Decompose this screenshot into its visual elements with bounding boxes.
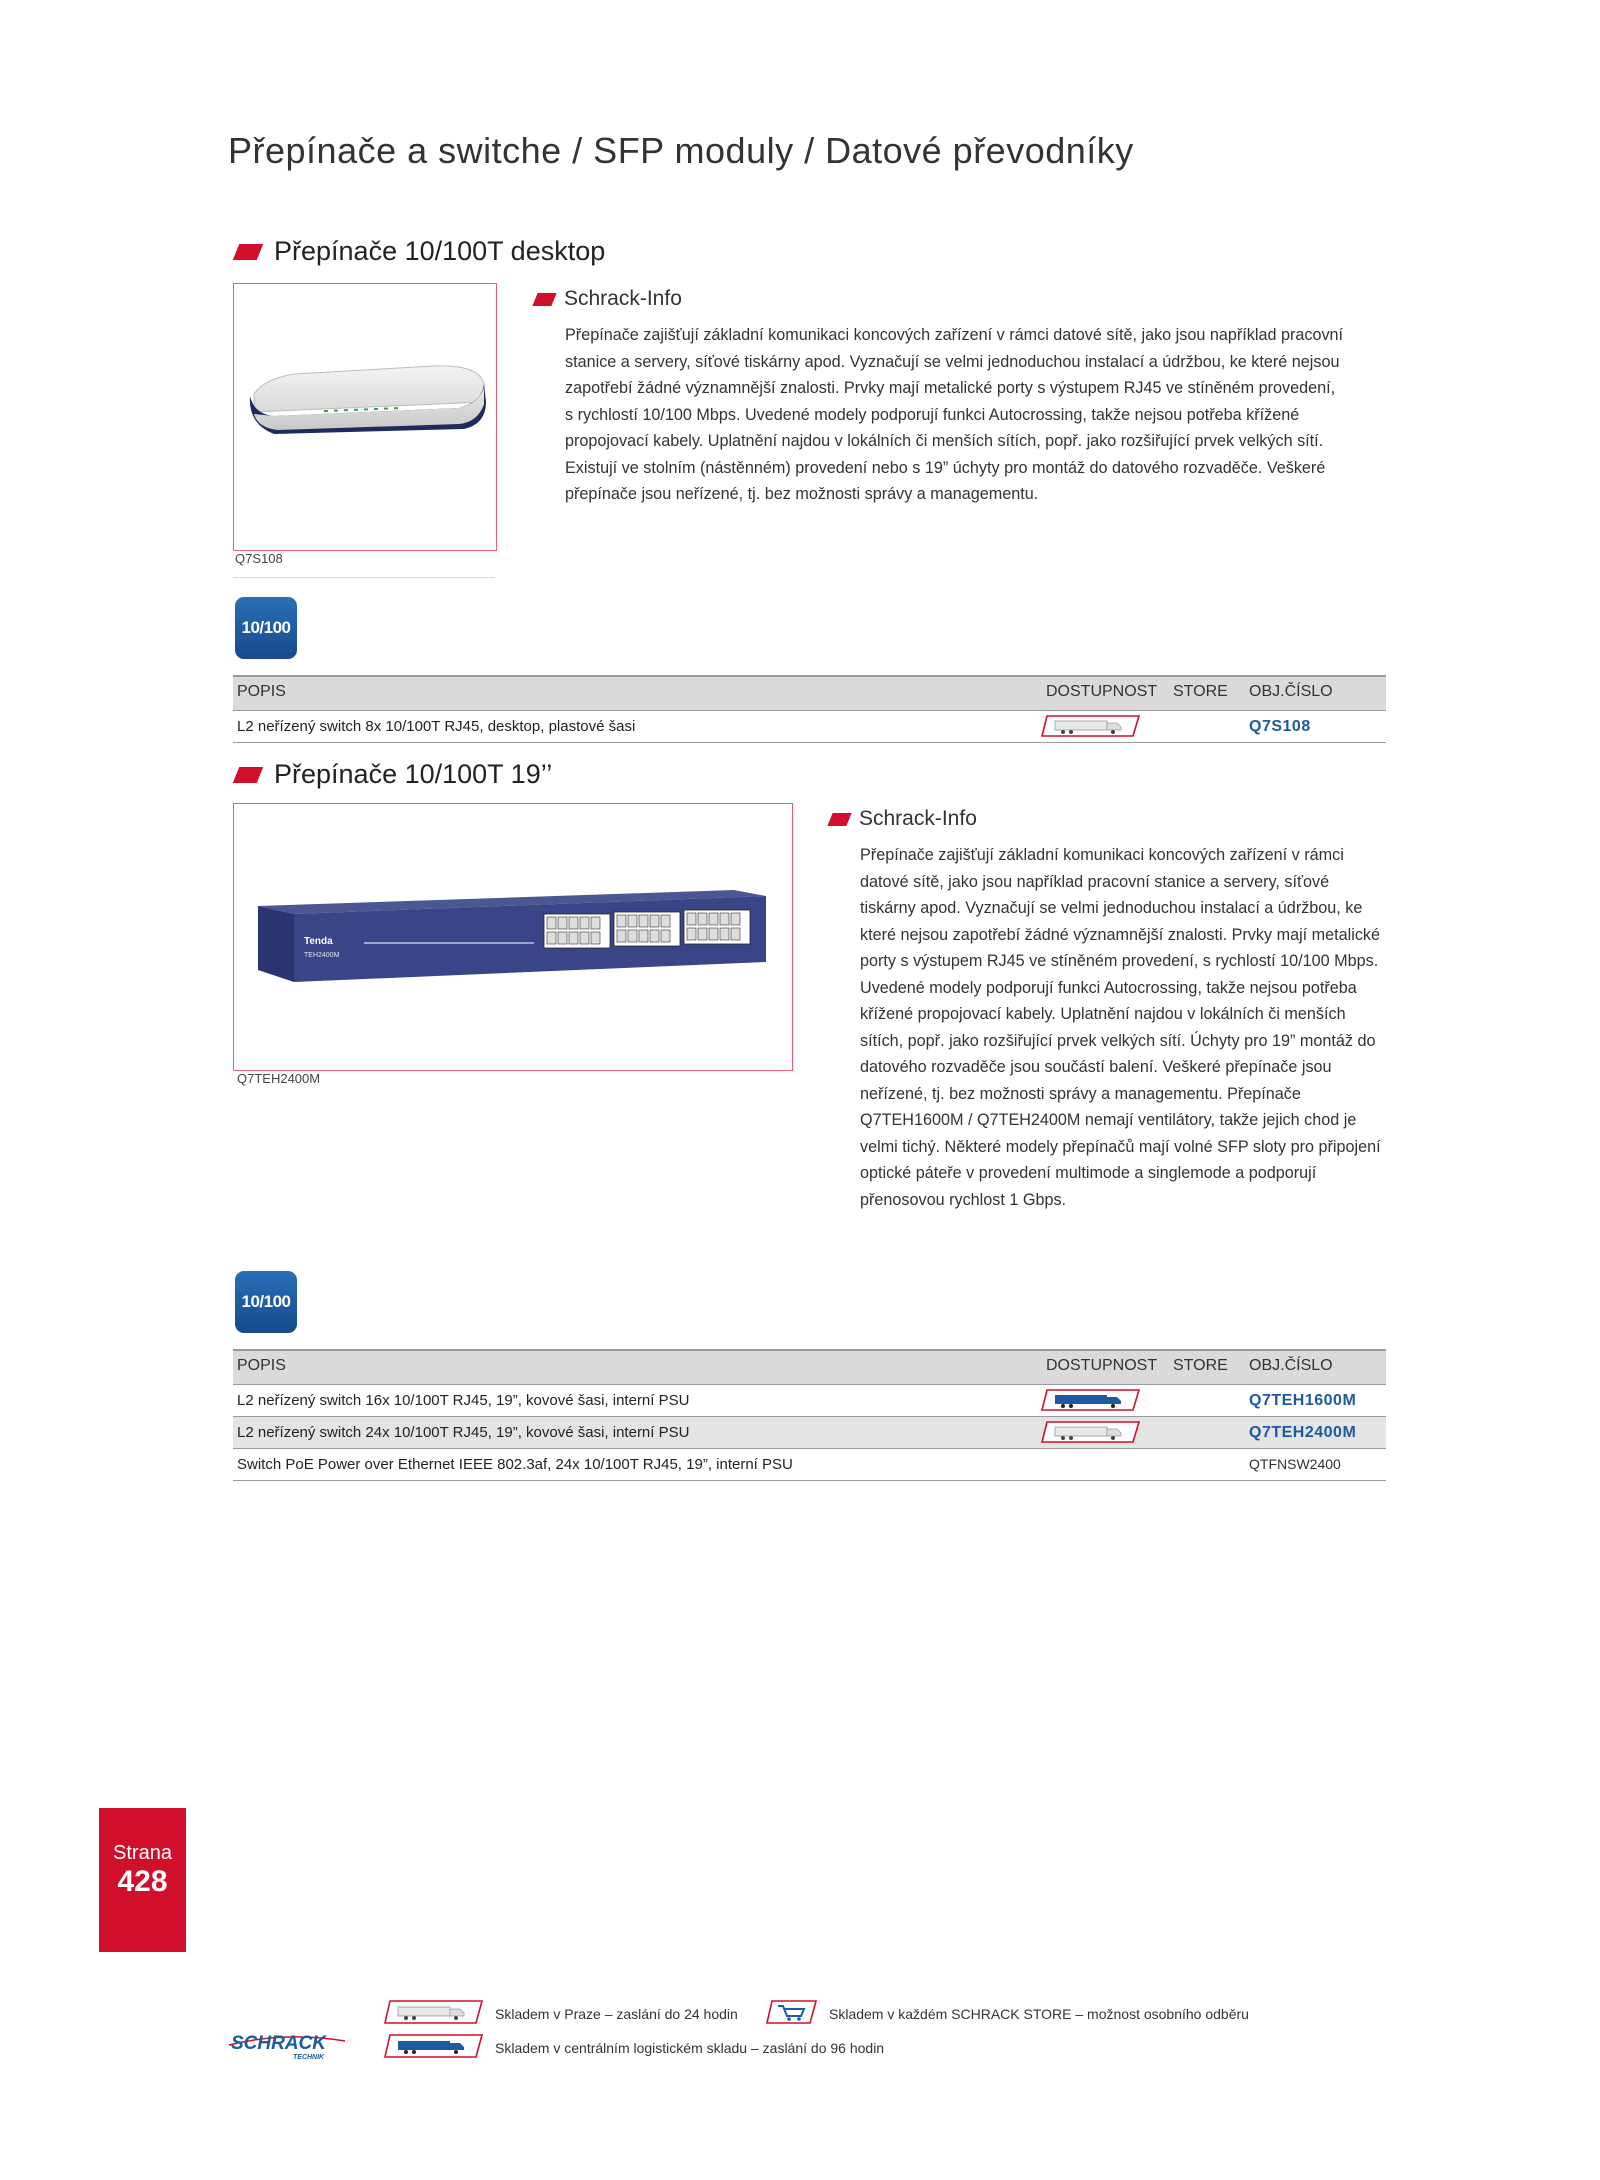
order-number-link[interactable]: Q7TEH1600M [1249,1392,1357,1409]
col-header-description: POPIS [237,683,286,700]
col-header-availability: DOSTUPNOST [1046,683,1158,700]
schrack-info-heading [830,807,977,831]
legend-white-truck-text: Skladem v Praze – zaslání do 24 hodin [495,2006,738,2022]
schrack-info-text: Přepínače zajišťují základní komunikaci koncových zařízení v rámci datové sítě, jako jsou například pracovní stanice a servery, síťové tiskárny apod. Vyznačují se velmi jednoduchou instalací a údržbou, ke které nejsou zapotřebí žádné významnější znalosti. Prvky mají metalické porty s výstupem RJ45 ve stíněném provedení, s rychlostí 10/100 Mbps. Uvedené modely podporují funkci Autocrossing, takže nejsou potřeba křížené propojovací kabely. Uplatnění najdou v lokálních či menších sítích, popř. jako rozšiřující prvek velkých sítí. Úchyty pro 19” montáž do datového rozvaděče jsou součástí balení. Veškeré přepínače jsou neřízené, tj. bez možnosti správy a managementu. Přepínače Q7TEH1600M / Q7TEH2400M nemají ventilátory, takže jejich chod je velmi tichý. Některé modely přepínačů mají volné SFP sloty pro připojení optické páteře v provedení multimode a singlemode a podporují přenosovou rychlost 1 Gbps. [860,846,1381,1209]
blue-truck-icon [1041,1388,1141,1412]
order-number: QTFNSW2400 [1249,1456,1341,1472]
info-bullet-icon [827,813,851,826]
page-label: Strana [113,1842,172,1864]
caption-divider [233,577,495,578]
logo-text: SCHRACK [231,2033,326,2054]
speed-badge: 10/100 [235,597,297,659]
table-row [233,1449,1386,1481]
col-header-store: STORE [1173,1357,1228,1374]
table-row [233,1385,1386,1417]
brand-label: Tenda [304,936,333,947]
section-title-text: Přepínače 10/100T desktop [274,236,606,266]
table-row [233,711,1386,743]
row-description: L2 neřízený switch 16x 10/100T RJ45, 19”, kovové šasi, interní PSU [237,1392,690,1409]
store-cart-icon [766,1999,818,2025]
section-title-text: Přepínače 10/100T 19’’ [274,759,553,789]
image-caption: Q7S108 [235,551,283,566]
table-header [233,675,1386,711]
product-image-q7s108 [233,283,497,551]
product-table-rack [233,1349,1386,1481]
col-header-availability: DOSTUPNOST [1046,1357,1158,1374]
schrack-info-heading [535,287,682,311]
white-truck-icon [1041,1420,1141,1444]
section-title-rack [236,759,552,790]
col-header-order-no: OBJ.ČÍSLO [1249,1357,1333,1374]
row-description: Switch PoE Power over Ethernet IEEE 802.3af, 24x 10/100T RJ45, 19”, interní PSU [237,1456,793,1473]
logo-subtext: TECHNIK [293,2054,325,2061]
desktop-switch-image [234,284,496,550]
white-truck-icon [1041,714,1141,738]
row-description: L2 neřízený switch 8x 10/100T RJ45, desktop, plastové šasi [237,718,636,735]
row-description: L2 neřízený switch 24x 10/100T RJ45, 19”, kovové šasi, interní PSU [237,1424,690,1441]
image-caption: Q7TEH2400M [237,1071,321,1086]
order-number-link[interactable]: Q7TEH2400M [1249,1424,1357,1441]
product-table-desktop [233,675,1386,743]
legend-store-text: Skladem v každém SCHRACK STORE – možnost osobního odběru [829,2006,1249,2022]
section-bullet-icon [233,244,263,260]
model-label: TEH2400M [304,952,340,959]
schrack-logo [225,2027,350,2061]
section-bullet-icon [233,767,263,783]
blue-truck-icon [384,2033,484,2059]
info-bullet-icon [532,293,556,306]
rack-switch-image [234,804,792,1070]
page-number: 428 [117,1865,168,1898]
schrack-info-label: Schrack-Info [859,807,977,830]
schrack-logo-icon [225,2027,350,2061]
speed-badge: 10/100 [235,1271,297,1333]
section-title-desktop [236,236,605,267]
schrack-info-text: Přepínače zajišťují základní komunikaci koncových zařízení v rámci datové sítě, jako jsou například pracovní stanice a servery, síťové tiskárny apod. Vyznačují se velmi jednoduchou instalací a údržbou, ke které nejsou zapotřebí žádné významnější znalosti. Prvky mají metalické porty s výstupem RJ45 ve stíněném provedení, s rychlostí 10/100 Mbps. Uvedené modely podporují funkci Autocrossing, takže nejsou potřeba křížené propojovací kabely. Uplatnění najdou v lokálních či menších sítích, popř. jako rozšiřující prvek velkých sítí. Existují ve stolním (nástěnném) provedení nebo s 19” úchyty pro montáž do datového rozvaděče. Veškeré přepínače jsou neřízené, tj. bez možnosti správy a managementu. [565,326,1344,503]
table-header [233,1349,1386,1385]
col-header-description: POPIS [237,1357,286,1374]
legend-blue-truck-text: Skladem v centrálním logistickém skladu – zaslání do 96 hodin [495,2040,885,2056]
page-title: Přepínače a switche / SFP moduly / Datové převodníky [228,130,1134,171]
col-header-order-no: OBJ.ČÍSLO [1249,683,1333,700]
page-number-tab [99,1808,186,1952]
col-header-store: STORE [1173,683,1228,700]
product-image-q7teh2400m [233,803,793,1071]
white-truck-icon [384,1999,484,2025]
table-row [233,1417,1386,1449]
order-number-link[interactable]: Q7S108 [1249,718,1311,735]
schrack-info-label: Schrack-Info [564,287,682,310]
